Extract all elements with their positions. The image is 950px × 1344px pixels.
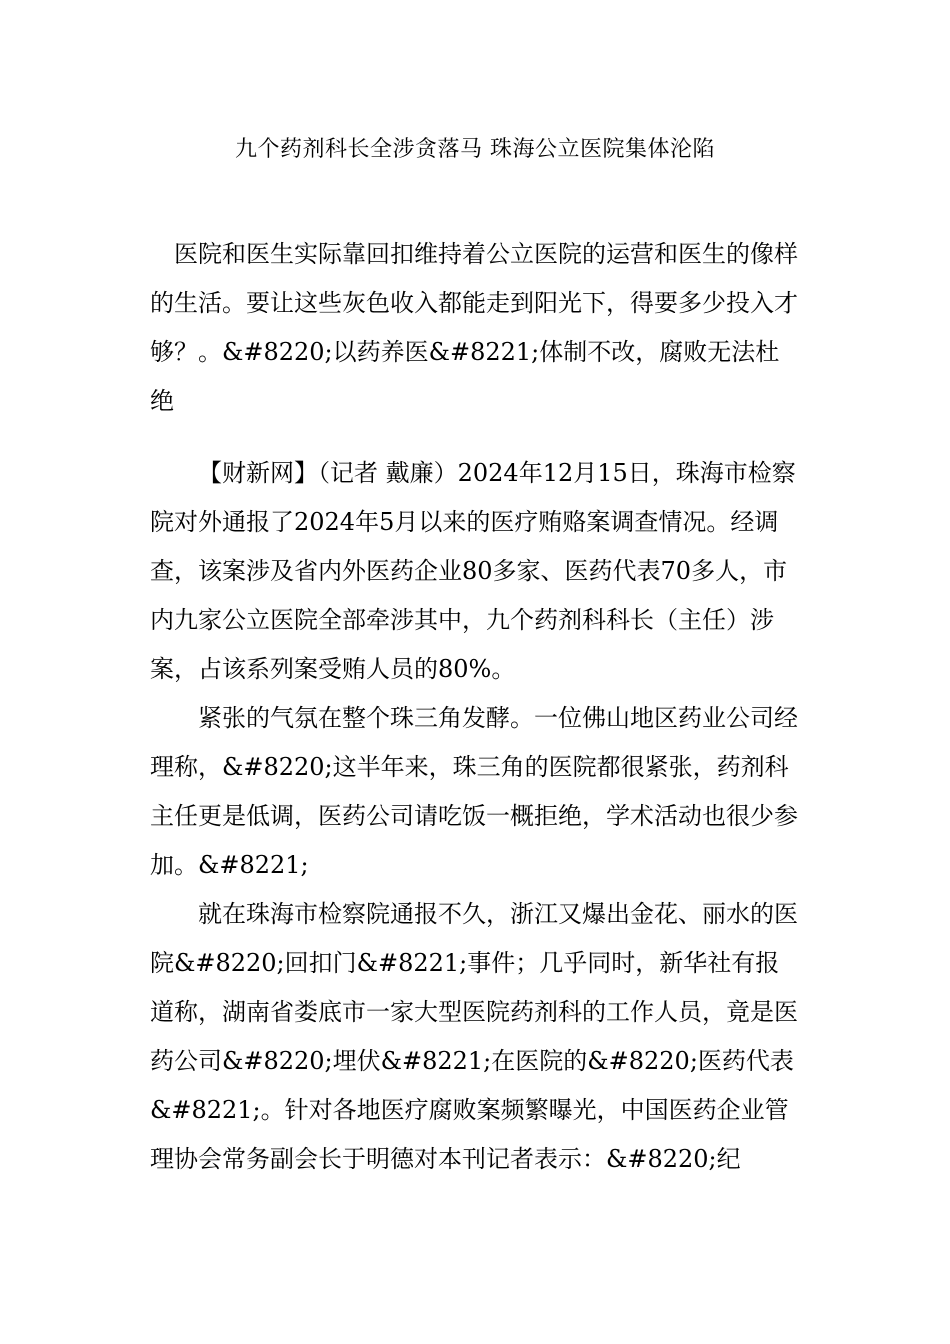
article-summary: 医院和医生实际靠回扣维持着公立医院的运营和医生的像样的生活。要让这些灰色收入都能走到阳光下，得要多少投入才够？。&#8220;以药养医&#8221;体制不改，腐败无法杜绝: [150, 240, 798, 415]
body-paragraph: 紧张的气氛在整个珠三角发酵。一位佛山地区药业公司经理称，&#8220;这半年来，珠三角的医院都很紧张，药剂科主任更是低调，医药公司请吃饭一概拒绝，学术活动也很少参加。&#8221;: [150, 704, 798, 879]
body-paragraph: 【财新网】（记者 戴廉）2024年12月15日，珠海市检察院对外通报了2024年5月以来的医疗贿赂案调查情况。经调查，该案涉及省内外医药企业80多家、医药代表70多人，市内九家公立医院全部牵涉其中，九个药剂科科长（主任）涉案，占该系列案受贿人员的80%。: [150, 459, 796, 683]
body-paragraph: 就在珠海市检察院通报不久，浙江又爆出金花、丽水的医院&#8220;回扣门&#8221;事件；几乎同时，新华社有报道称，湖南省娄底市一家大型医院药剂科的工作人员，竟是医药公司&#8220;埋伏&#8221;在医院的&#8220;医药代表&#8221;。针对各地医疗腐败案频繁曝光，中国医药企业管理协会常务副会长于明德对本刊记者表示：&#8220;纪: [150, 900, 798, 1173]
article-title: 九个药剂科长全涉贪落马 珠海公立医院集体沦陷: [235, 137, 715, 162]
article-body: [150, 449, 800, 1184]
